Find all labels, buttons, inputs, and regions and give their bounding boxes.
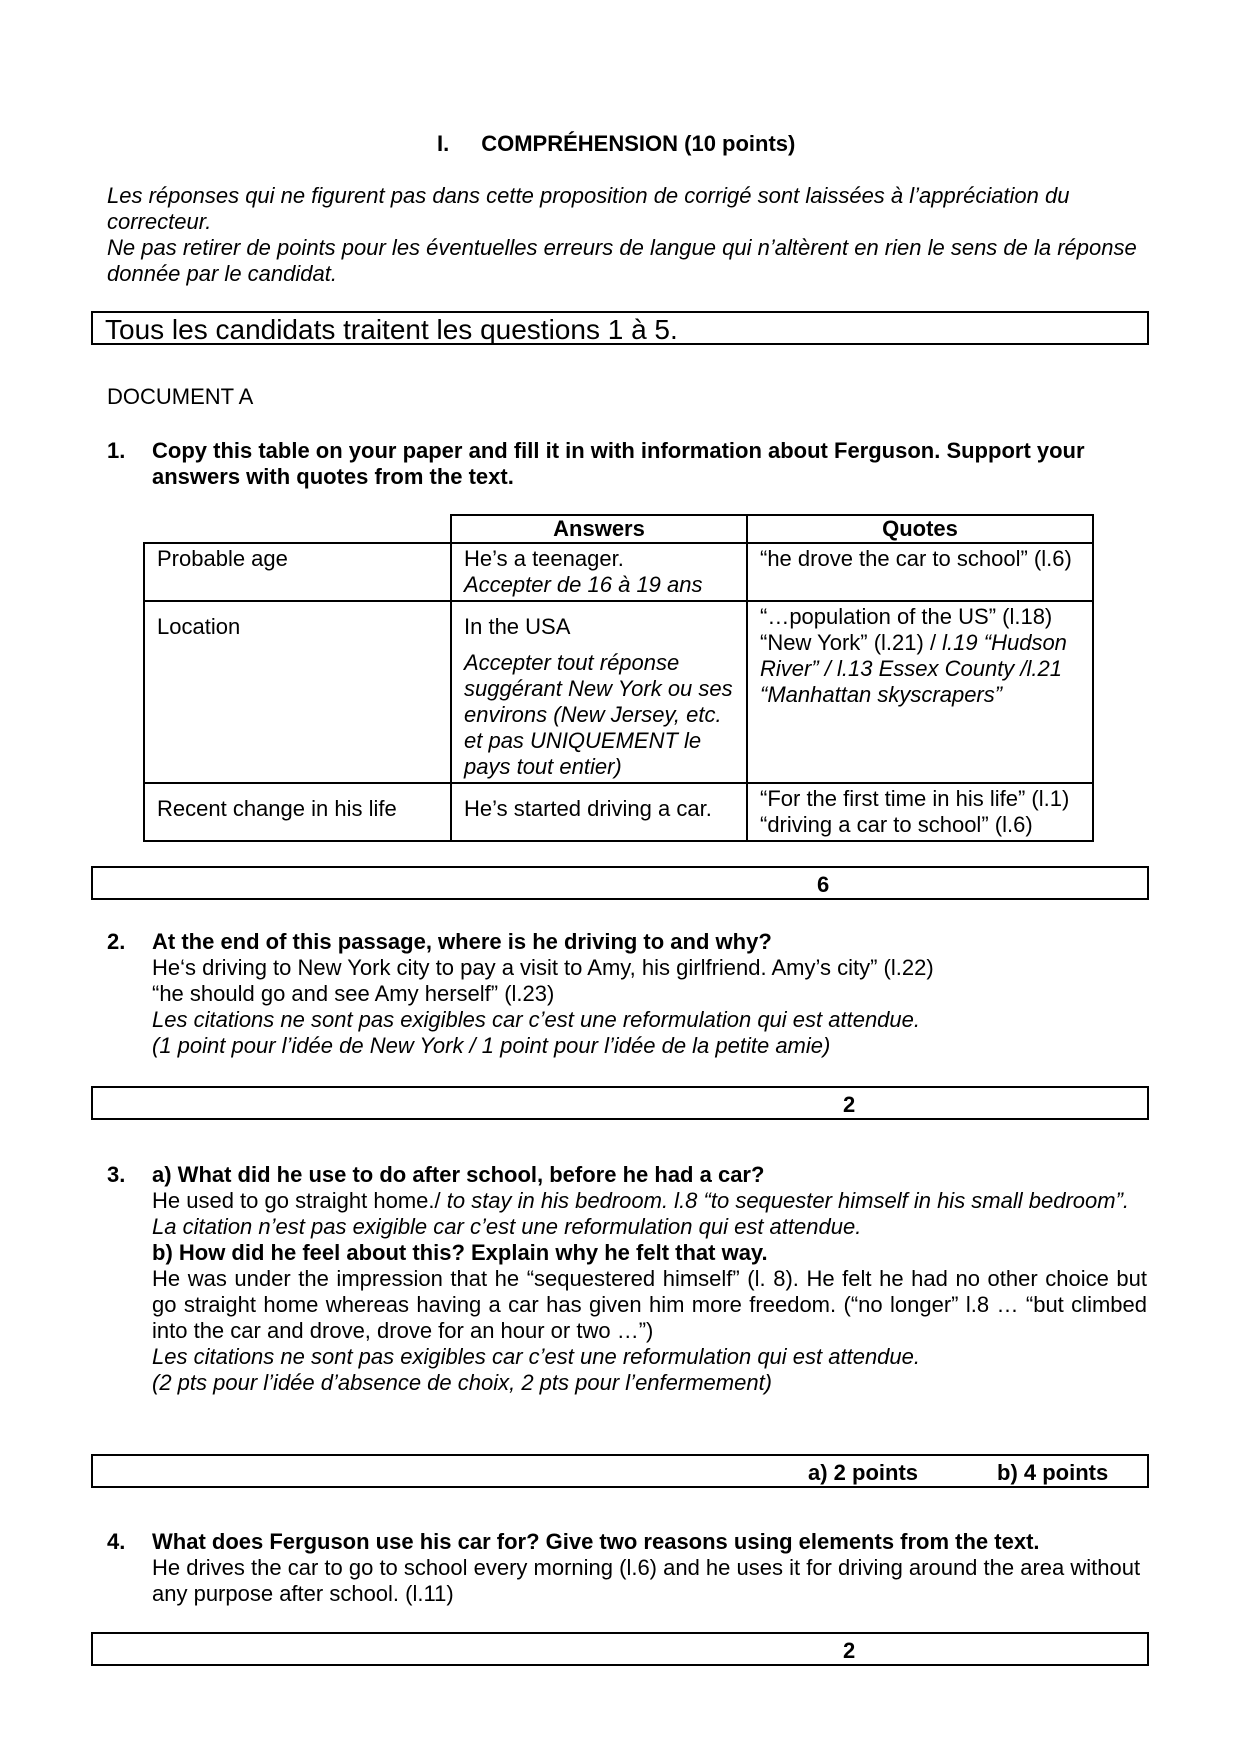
header-answers: Answers — [451, 515, 747, 543]
answer-note: Accepter de 16 à 19 ans — [464, 572, 703, 597]
quote-line: “For the first time in his life” (l.1) — [760, 786, 1070, 811]
quote-line: “New York” (l.21) / l.19 “Hudson River” / l.13 Essex County /l.21 “Manhattan skyscrapers” — [760, 630, 1067, 707]
question-3 — [107, 1162, 1147, 1396]
table-row — [144, 601, 1093, 783]
question-number: 3. — [107, 1162, 126, 1187]
row-label: Recent change in his life — [144, 783, 451, 841]
question-number: 4. — [107, 1529, 126, 1554]
grading-note: (2 pts pour l’idée d’absence de choix, 2 pts pour l’enfermement) — [152, 1370, 773, 1395]
grading-note: Les citations ne sont pas exigibles car c’est une reformulation qui est attendue. — [152, 1344, 921, 1369]
instruction-1: Les réponses qui ne figurent pas dans cette proposition de corrigé sont laissées à l’appréciation du correcteur. — [107, 183, 1070, 234]
quote-cell: “he drove the car to school” (l.6) — [747, 543, 1093, 601]
grading-instructions — [107, 183, 1147, 287]
grading-note: La citation n’est pas exigible car c’est une reformulation qui est attendue. — [152, 1214, 862, 1239]
grading-note: (1 point pour l’idée de New York / 1 point pour l’idée de la petite amie) — [152, 1033, 831, 1058]
answer-note: Accepter tout réponse suggérant New York ou ses environs (New Jersey, etc. et pas UNIQUEMENT le pays tout entier) — [464, 650, 733, 779]
all-candidates-box — [91, 311, 1149, 345]
table-row — [144, 783, 1093, 841]
question-1 — [107, 438, 1147, 490]
question-text: Copy this table on your paper and fill it in with information about Ferguson. Support your answers with quotes from the text. — [152, 438, 1085, 489]
points-box-q3 — [91, 1454, 1149, 1488]
question-text: At the end of this passage, where is he driving to and why? — [152, 929, 772, 954]
question-a-text: a) What did he use to do after school, before he had a car? — [152, 1162, 765, 1187]
question-number: 1. — [107, 438, 126, 463]
quote-line: “driving a car to school” (l.6) — [760, 812, 1033, 837]
row-label: Probable age — [144, 543, 451, 601]
section-title — [437, 131, 795, 157]
points-a: a) 2 points — [808, 1460, 919, 1485]
section-number: I. — [437, 131, 450, 156]
table-row — [144, 543, 1093, 601]
question-4 — [107, 1529, 1147, 1607]
all-candidates-text: Tous les candidats traitent les questions 1 à 5. — [105, 314, 678, 345]
ferguson-table — [143, 514, 1094, 842]
quote-line: “…population of the US” (l.18) — [760, 604, 1053, 629]
answer-text: He’s a teenager. — [464, 546, 624, 571]
question-text: What does Ferguson use his car for? Give two reasons using elements from the text. — [152, 1529, 1040, 1554]
answer-cell — [451, 543, 747, 601]
answer-cell — [451, 601, 747, 783]
quote-cell — [747, 601, 1093, 783]
question-2 — [107, 929, 1147, 1059]
quote-cell — [747, 783, 1093, 841]
answer-line: He‘s driving to New York city to pay a visit to Amy, his girlfriend. Amy’s city” (l.22) — [152, 955, 934, 980]
points-box-q4 — [91, 1632, 1149, 1666]
points-value: 2 — [843, 1638, 856, 1663]
points-value: 6 — [817, 872, 830, 897]
points-b: b) 4 points — [997, 1460, 1109, 1485]
row-label: Location — [144, 601, 451, 783]
question-number: 2. — [107, 929, 126, 954]
answer-a: He used to go straight home./ to stay in his bedroom. l.8 “to sequester himself in his small bedroom”. — [152, 1188, 1130, 1213]
answer-text: In the USA — [464, 614, 571, 639]
points-box-q2 — [91, 1086, 1149, 1120]
answer-cell: He’s started driving a car. — [451, 783, 747, 841]
points-value: 2 — [843, 1092, 856, 1117]
grading-note: Les citations ne sont pas exigibles car c’est une reformulation qui est attendue. — [152, 1007, 921, 1032]
instruction-2: Ne pas retirer de points pour les éventuelles erreurs de langue qui n’altèrent en rien le sens de la réponse donnée par le candidat. — [107, 235, 1137, 286]
header-quotes: Quotes — [747, 515, 1093, 543]
document-label: DOCUMENT A — [107, 384, 254, 409]
section-heading: COMPRÉHENSION (10 points) — [481, 131, 796, 156]
answer-text: He drives the car to go to school every morning (l.6) and he uses it for driving around the area without any purpose after school. (l.11) — [152, 1555, 1141, 1606]
table-header-row — [144, 515, 1093, 543]
answer-line: “he should go and see Amy herself” (l.23) — [152, 981, 555, 1006]
answer-b: He was under the impression that he “sequestered himself” (l. 8). He felt he had no other choice but go straight home whereas having a car has given him more freedom. (“no longer” l.8 … “but climbed into the car and drove, drove for an hour or two …”) — [152, 1266, 1147, 1343]
question-b-text: b) How did he feel about this? Explain why he felt that way. — [152, 1240, 768, 1265]
points-box-q1 — [91, 866, 1149, 900]
